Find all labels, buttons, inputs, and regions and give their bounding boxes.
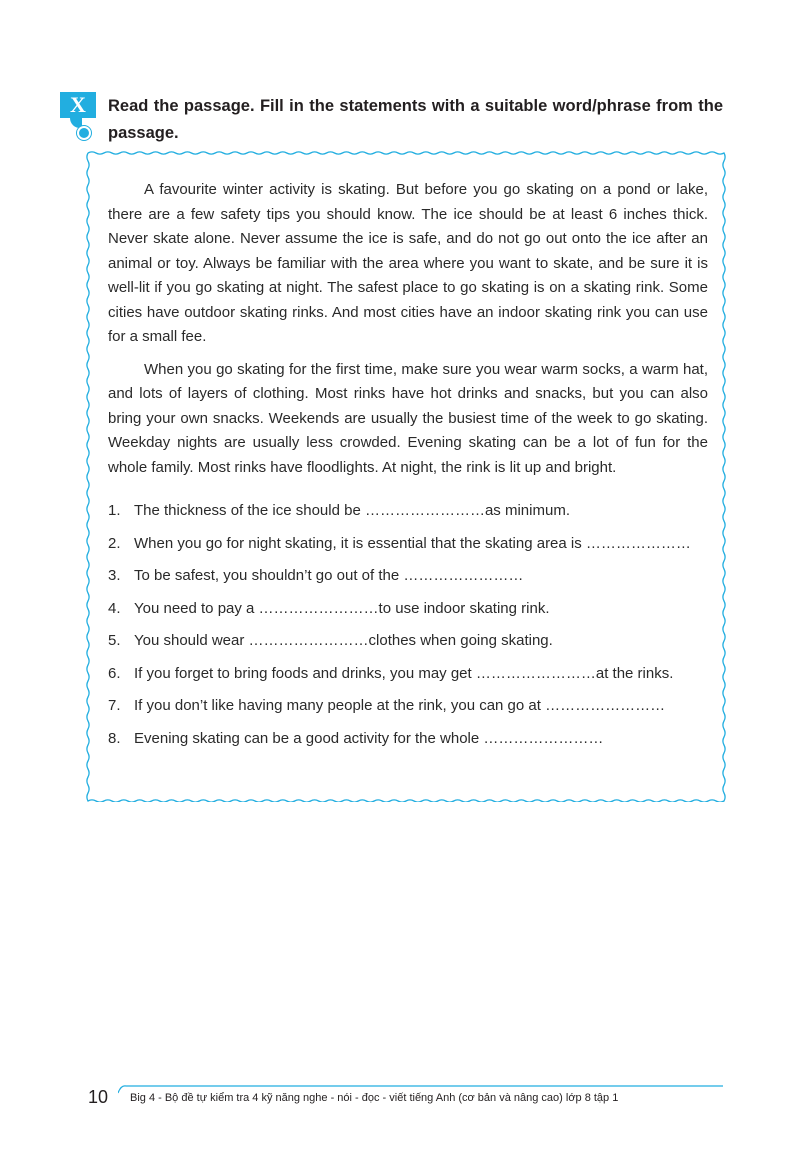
question-number: 6. [108,664,121,682]
question-number: 7. [108,697,121,714]
passage-paragraph-1: A favourite winter activity is skating. But before you go skating on a pond or lake, there are a few safety tips you should know. The ice should be at least 6 inches thick. Never skate alone. Never assume the ice is safe, and do not go out onto the ice after an animal or toy. Always be familiar with the area where you want to skate, and be sure it is well-lit if you go skating at night. The safest place to go skating is on a skating rink. Some cities have outdoor skating rinks. And most cities have an indoor skating rink you can use for a small fee. [108,181,708,345]
question-number: 3. [108,567,121,584]
question-text: You need to pay a ……………………to use indoor skating rink. [134,599,550,617]
book-title: Big 4 - Bộ đề tự kiểm tra 4 kỹ năng nghe - nói - đọc - viết tiếng Anh (cơ bản và nâng cao) lớp 8 tập 1 [130,1092,619,1104]
exercise-instruction: Read the passage. Fill in the statements with a suitable word/phrase from the passage. [108,97,723,142]
question-text: When you go for night skating, it is essential that the skating area is ………………… [134,534,691,552]
exercise-badge: X [60,92,96,118]
question-item [108,567,708,585]
question-text: If you don’t like having many people at the rink, you can go at …………………… [134,697,666,714]
question-item [108,665,708,683]
page-number: 10 [88,1087,109,1107]
question-text: Evening skating can be a good activity for the whole …………………… [134,729,604,747]
question-item [108,730,708,748]
question-item [108,502,708,520]
question-number: 4. [108,599,121,617]
question-item [108,535,708,553]
question-text: If you forget to bring foods and drinks, you may get ……………………at the rinks. [134,664,674,682]
question-item [108,632,708,650]
question-item [108,600,708,618]
question-number: 1. [108,502,121,519]
question-item [108,697,708,715]
reading-passage [108,178,708,480]
badge-dot-icon [77,126,91,140]
question-list [108,502,708,748]
passage-paragraph-2: When you go skating for the first time, make sure you wear warm socks, a warm hat, and lots of layers of clothing. Most rinks have hot drinks and snacks, but you can also bring your own snacks. Weekends are usually the busiest time of the week to go skating. Weekday nights are usually less crowded. Evening skating can be a lot of fun for the whole family. Most rinks have floodlights. At night, the rink is lit up and bright. [108,360,708,476]
question-text: You should wear ……………………clothes when going skating. [134,632,553,649]
question-text: To be safest, you shouldn’t go out of the …………………… [134,567,524,584]
question-number: 8. [108,729,121,747]
passage-box [108,178,708,762]
question-number: 5. [108,632,121,649]
question-text: The thickness of the ice should be ……………………as minimum. [134,502,570,519]
question-number: 2. [108,534,121,552]
